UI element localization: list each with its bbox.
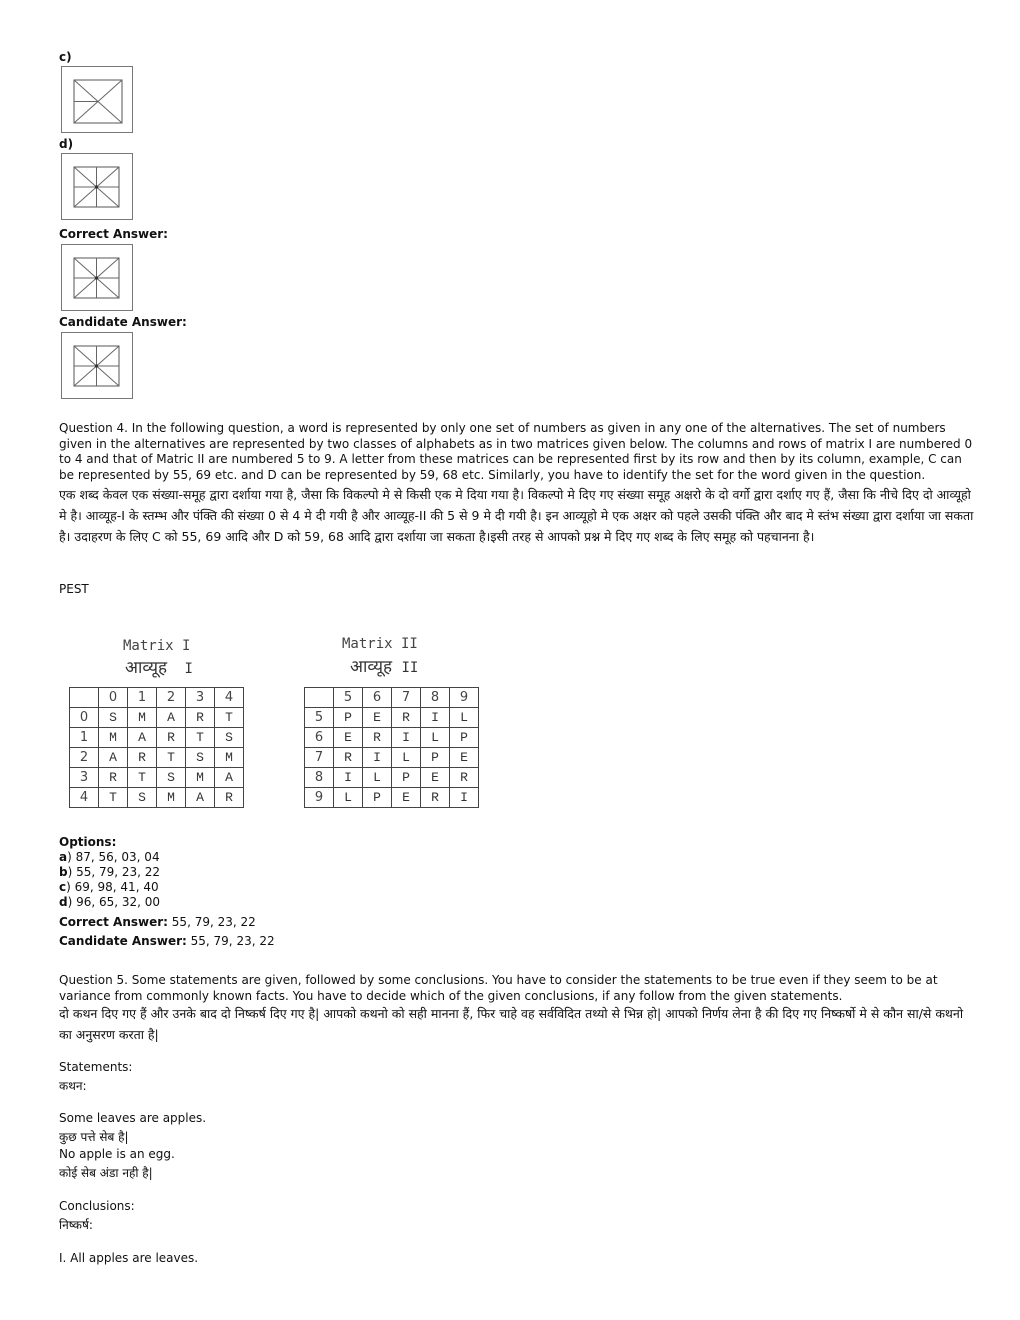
matrix1-title-hi: आव्यूह I <box>125 658 193 678</box>
matrix2-row: 9 L P E R I <box>305 788 479 808</box>
q4-candidate-answer: Candidate Answer: 55, 79, 23, 22 <box>59 934 275 948</box>
matrix2-row: 7 R I L P E <box>305 748 479 768</box>
q4-correct-answer: Correct Answer: 55, 79, 23, 22 <box>59 915 256 929</box>
square-figure-icon <box>62 245 132 310</box>
q5-conclusions-label: Conclusions: <box>59 1199 135 1213</box>
q4-options-label: Options: <box>59 835 117 849</box>
q5-conclusion-1: I. All apples are leaves. <box>59 1251 199 1265</box>
matrix2-header-row: 5 6 7 8 9 <box>305 688 479 708</box>
matrix1-row: 3 R T S M A <box>70 768 244 788</box>
q4-option-d: d) 96, 65, 32, 00 <box>59 895 161 909</box>
q5-text-hi: दो कथन दिए गए हैं और उनके बाद दो निष्कर्ष दिए गए है| आपको कथनो को सही मानना हैं, फिर चाहे वह सर्वविदित तथ्यो से भिन्न हो| आपको निर्णय लेना है की दिए गए निष्कर्षो मे से कौन सा/से कथनो का अनुसरण करता है| <box>59 1006 964 1042</box>
q3-correct-answer-figure <box>61 244 133 311</box>
option-c-figure <box>61 66 133 133</box>
matrix2-row: 8 I L P E R <box>305 768 479 788</box>
option-d-figure <box>61 153 133 220</box>
option-d-label: d) <box>59 137 74 151</box>
matrix2-title-hi: आव्यूह II <box>350 657 419 677</box>
q5-statements-label-hi: कथन: <box>59 1079 87 1093</box>
matrix1-row: 4 T S M A R <box>70 788 244 808</box>
matrix1-header-row: 0 1 2 3 4 <box>70 688 244 708</box>
matrix1-row: 1 M A R T S <box>70 728 244 748</box>
q4-option-b: b) 55, 79, 23, 22 <box>59 865 161 879</box>
square-figure-icon <box>62 67 132 132</box>
matrix2-title: Matrix II <box>342 636 418 652</box>
q5-conclusions-label-hi: निष्कर्ष: <box>59 1218 93 1232</box>
matrix1-row: 0 S M A R T <box>70 708 244 728</box>
square-figure-icon <box>62 333 132 398</box>
q3-candidate-answer-figure <box>61 332 133 399</box>
matrix2-row: 5 P E R I L <box>305 708 479 728</box>
q3-correct-answer-label: Correct Answer: <box>59 227 168 241</box>
option-c-label: c) <box>59 50 72 64</box>
q5-statement-1-en: Some leaves are apples. <box>59 1111 207 1125</box>
matrix1-table <box>69 687 244 808</box>
q5-statements-label: Statements: <box>59 1060 133 1074</box>
q4-option-a: a) 87, 56, 03, 04 <box>59 850 160 864</box>
matrix1-title: Matrix I <box>123 638 191 654</box>
q4-option-c: c) 69, 98, 41, 40 <box>59 880 159 894</box>
q5-statement-2-hi: कोई सेब अंडा नही है| <box>59 1166 153 1180</box>
matrix2-table <box>304 687 479 808</box>
q5-statement-2-en: No apple is an egg. <box>59 1147 175 1161</box>
q3-candidate-answer-label: Candidate Answer: <box>59 315 187 329</box>
matrix2-row: 6 E R I L P <box>305 728 479 748</box>
q4-text-en: Question 4. In the following question, a word is represented by only one set of numbers as given in any one of the alternatives. The set of numbers given in the alternatives are represented by two classes of alphabets as in two matrices given below. The columns and rows of matrix I are numbered 0 to 4 and that of Matric II are numbered 5 to 9. A letter from these matrices can be represented first by its row and then by its column, example, C can be represented by 55, 69 etc. and D can be represented by 59, 68 etc. Similarly, you have to identify the set for the word given in the question. <box>59 421 973 482</box>
square-figure-icon <box>62 154 132 219</box>
q5-text-en: Question 5. Some statements are given, followed by some conclusions. You have to consider the statements to be true even if they seem to be at variance from commonly known facts. You have to decide which of the given conclusions, if any follow from the given statements. <box>59 973 938 1003</box>
q4-word: PEST <box>59 582 89 596</box>
q4-text-hi: एक शब्द केवल एक संख्या-समूह द्वारा दर्शाया गया है, जैसा कि विकल्पो मे से किसी एक मे दिया गया है। विकल्पो मे दिए गए संख्या समूह अक्षरो के दो वर्गो द्वारा दर्शाए गए हैं, जैसा कि नीचे दिए दो आव्यूहो मे है। आव्यूह-I के स्तम्भ और पंक्ति की संख्या 0 से 4 मे दी गयी है और आव्यूह-II की 5 से 9 मे दी गयी है। इन आव्यूहो मे एक अक्षर को पहले उसकी पंक्ति और बाद मे स्तंभ संख्या द्वारा दर्शाया जा सकता है। उदाहरण के लिए C को 55, 69 आदि और D को 59, 68 आदि द्वारा दर्शाया जा सकता है।इसी तरह से आपको प्रश्न मे दिए गए शब्द के लिए समूह को पहचानना है। <box>59 487 974 544</box>
matrix1-row: 2 A R T S M <box>70 748 244 768</box>
q5-statement-1-hi: कुछ पत्ते सेब है| <box>59 1130 129 1144</box>
